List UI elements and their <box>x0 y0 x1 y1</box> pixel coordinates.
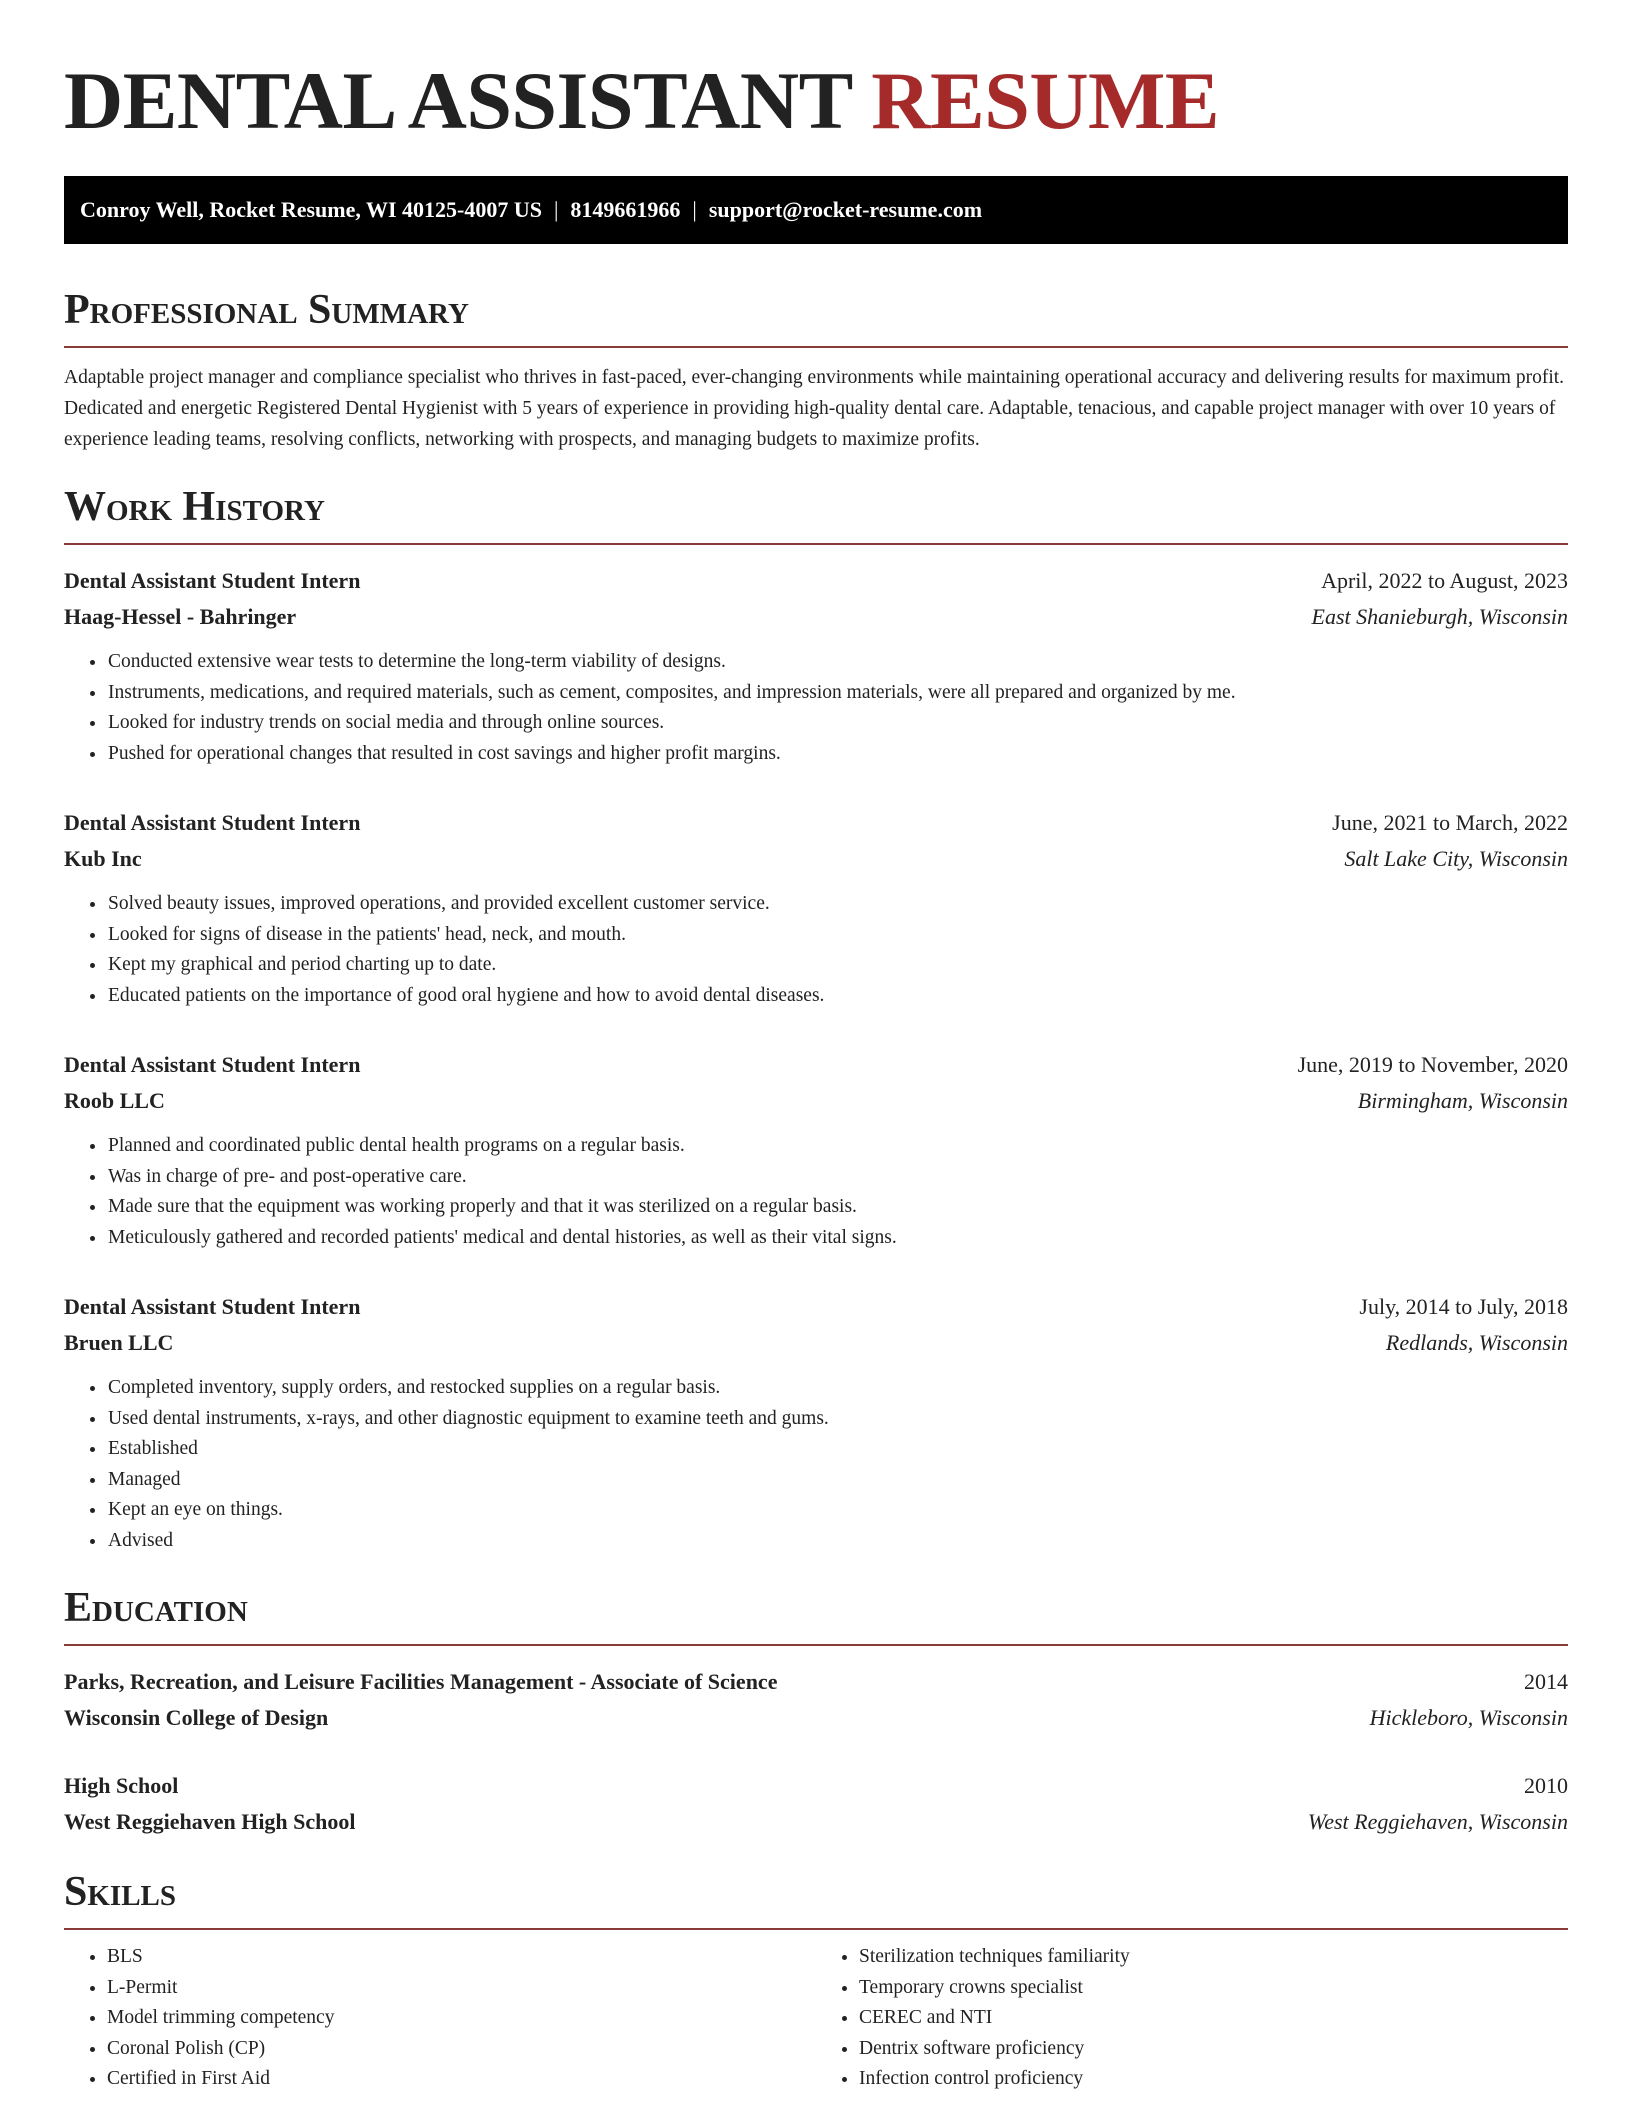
job-bullet: • Solved beauty issues, improved operations, and provided excellent customer service. <box>107 889 1568 920</box>
job-title: Dental Assistant Student Intern <box>64 1294 361 1319</box>
education-school: West Reggiehaven High School <box>64 1809 356 1834</box>
education-entry <box>64 1664 1568 1736</box>
job-company: Haag-Hessel - Bahringer <box>64 604 297 629</box>
skill-item: • Sterilization techniques familiarity <box>859 1942 1568 1973</box>
education-year: 2014 <box>1524 1669 1568 1694</box>
job-company-row <box>64 1325 1568 1361</box>
job-bullet: • Pushed for operational changes that resulted in cost savings and higher profit margins. <box>107 739 1568 770</box>
education-year: 2010 <box>1524 1773 1568 1798</box>
education-location: Hickleboro, Wisconsin <box>1369 1705 1568 1730</box>
job-title-row <box>64 1047 1568 1083</box>
job-entry <box>64 563 1568 769</box>
education-list <box>64 1664 1568 1840</box>
job-location: East Shanieburgh, Wisconsin <box>1311 604 1568 629</box>
job-bullet: • Looked for signs of disease in the patients' head, neck, and mouth. <box>107 920 1568 951</box>
job-bullets <box>64 647 1568 769</box>
resume-page <box>64 0 1568 2095</box>
job-bullets <box>64 1373 1568 1556</box>
job-bullet: • Advised <box>107 1526 1568 1557</box>
education-school: Wisconsin College of Design <box>64 1705 329 1730</box>
job-dates: June, 2021 to March, 2022 <box>1332 810 1568 835</box>
job-company: Bruen LLC <box>64 1330 174 1355</box>
job-bullet: • Conducted extensive wear tests to determine the long-term viability of designs. <box>107 647 1568 678</box>
job-bullet: • Established <box>107 1434 1568 1465</box>
job-title: Dental Assistant Student Intern <box>64 810 361 835</box>
job-entry <box>64 1047 1568 1253</box>
skill-item: • L-Permit <box>107 1973 816 2004</box>
job-bullet: • Made sure that the equipment was working properly and that it was sterilized on a regular basis. <box>107 1192 1568 1223</box>
job-location: Salt Lake City, Wisconsin <box>1344 846 1568 871</box>
job-entry <box>64 1289 1568 1556</box>
job-company-row <box>64 1083 1568 1119</box>
job-location: Redlands, Wisconsin <box>1385 1330 1568 1355</box>
job-bullet: • Planned and coordinated public dental health programs on a regular basis. <box>107 1131 1568 1162</box>
job-bullet: • Kept an eye on things. <box>107 1495 1568 1526</box>
contact-separator: | <box>692 197 697 222</box>
contact-address: Conroy Well, Rocket Resume, WI 40125-4007 US <box>80 197 542 222</box>
job-title-row <box>64 563 1568 599</box>
job-bullet: • Instruments, medications, and required materials, such as cement, composites, and impression materials, were all prepared and organized by me. <box>107 678 1568 709</box>
contact-email: support@rocket-resume.com <box>708 197 983 222</box>
job-company-row <box>64 599 1568 635</box>
job-bullets <box>64 889 1568 1011</box>
job-title: Dental Assistant Student Intern <box>64 1052 361 1077</box>
job-bullets <box>64 1131 1568 1253</box>
skill-item: • Certified in First Aid <box>107 2064 816 2095</box>
job-bullet: • Educated patients on the importance of good oral hygiene and how to avoid dental diseases. <box>107 981 1568 1012</box>
skill-item: • BLS <box>107 1942 816 1973</box>
skill-item: • Coronal Polish (CP) <box>107 2034 816 2065</box>
work-history-list <box>64 563 1568 1556</box>
job-bullet: • Was in charge of pre- and post-operative care. <box>107 1162 1568 1193</box>
page-title <box>64 0 1568 144</box>
skills-heading: Skills <box>64 1868 1568 1930</box>
skill-item: • Model trimming competency <box>107 2003 816 2034</box>
job-title-row <box>64 1289 1568 1325</box>
job-title: Dental Assistant Student Intern <box>64 568 361 593</box>
job-bullet: • Kept my graphical and period charting up to date. <box>107 950 1568 981</box>
job-entry <box>64 805 1568 1011</box>
job-dates: June, 2019 to November, 2020 <box>1297 1052 1568 1077</box>
job-title-row <box>64 805 1568 841</box>
job-company: Roob LLC <box>64 1088 165 1113</box>
job-dates: April, 2022 to August, 2023 <box>1321 568 1568 593</box>
job-bullet: • Looked for industry trends on social media and through online sources. <box>107 708 1568 739</box>
job-company-row <box>64 841 1568 877</box>
job-location: Birmingham, Wisconsin <box>1357 1088 1568 1113</box>
education-school-row <box>64 1804 1568 1840</box>
skills-column-right <box>816 1942 1568 2095</box>
skills-column-left <box>64 1942 816 2095</box>
contact-phone: 8149661966 <box>570 197 681 222</box>
job-bullet: • Managed <box>107 1465 1568 1496</box>
skills-grid <box>64 1942 1568 2095</box>
job-bullet: • Completed inventory, supply orders, and restocked supplies on a regular basis. <box>107 1373 1568 1404</box>
education-entry <box>64 1768 1568 1840</box>
skill-item: • Dentrix software proficiency <box>859 2034 1568 2065</box>
skill-item: • Infection control proficiency <box>859 2064 1568 2095</box>
skill-item: • CEREC and NTI <box>859 2003 1568 2034</box>
education-degree-row <box>64 1768 1568 1804</box>
education-school-row <box>64 1700 1568 1736</box>
job-bullet: • Meticulously gathered and recorded patients' medical and dental histories, as well as their vital signs. <box>107 1223 1568 1254</box>
job-company: Kub Inc <box>64 846 142 871</box>
education-degree: Parks, Recreation, and Leisure Facilities Management - Associate of Science <box>64 1669 778 1694</box>
job-bullet: • Used dental instruments, x-rays, and other diagnostic equipment to examine teeth and gums. <box>107 1404 1568 1435</box>
education-heading: Education <box>64 1584 1568 1646</box>
contact-separator: | <box>554 197 559 222</box>
job-dates: July, 2014 to July, 2018 <box>1359 1294 1568 1319</box>
contact-bar <box>64 176 1568 244</box>
work-history-heading: Work History <box>64 483 1568 545</box>
title-main: DENTAL ASSISTANT <box>64 55 852 146</box>
education-degree-row <box>64 1664 1568 1700</box>
title-accent: RESUME <box>871 55 1220 146</box>
education-location: West Reggiehaven, Wisconsin <box>1307 1809 1568 1834</box>
education-degree: High School <box>64 1773 179 1798</box>
summary-heading: Professional Summary <box>64 286 1568 348</box>
skill-item: • Temporary crowns specialist <box>859 1973 1568 2004</box>
summary-text: Adaptable project manager and compliance specialist who thrives in fast-paced, ever-changing environments while maintaining operational accuracy and delivering results for maximum profit. Dedicated and energetic Registered Dental Hygienist with 5 years of experience in providing high-quality dental care. Adaptable, tenacious, and capable project manager with over 10 years of experience leading teams, resolving conflicts, networking with prospects, and managing budgets to maximize profits. <box>64 367 1565 450</box>
